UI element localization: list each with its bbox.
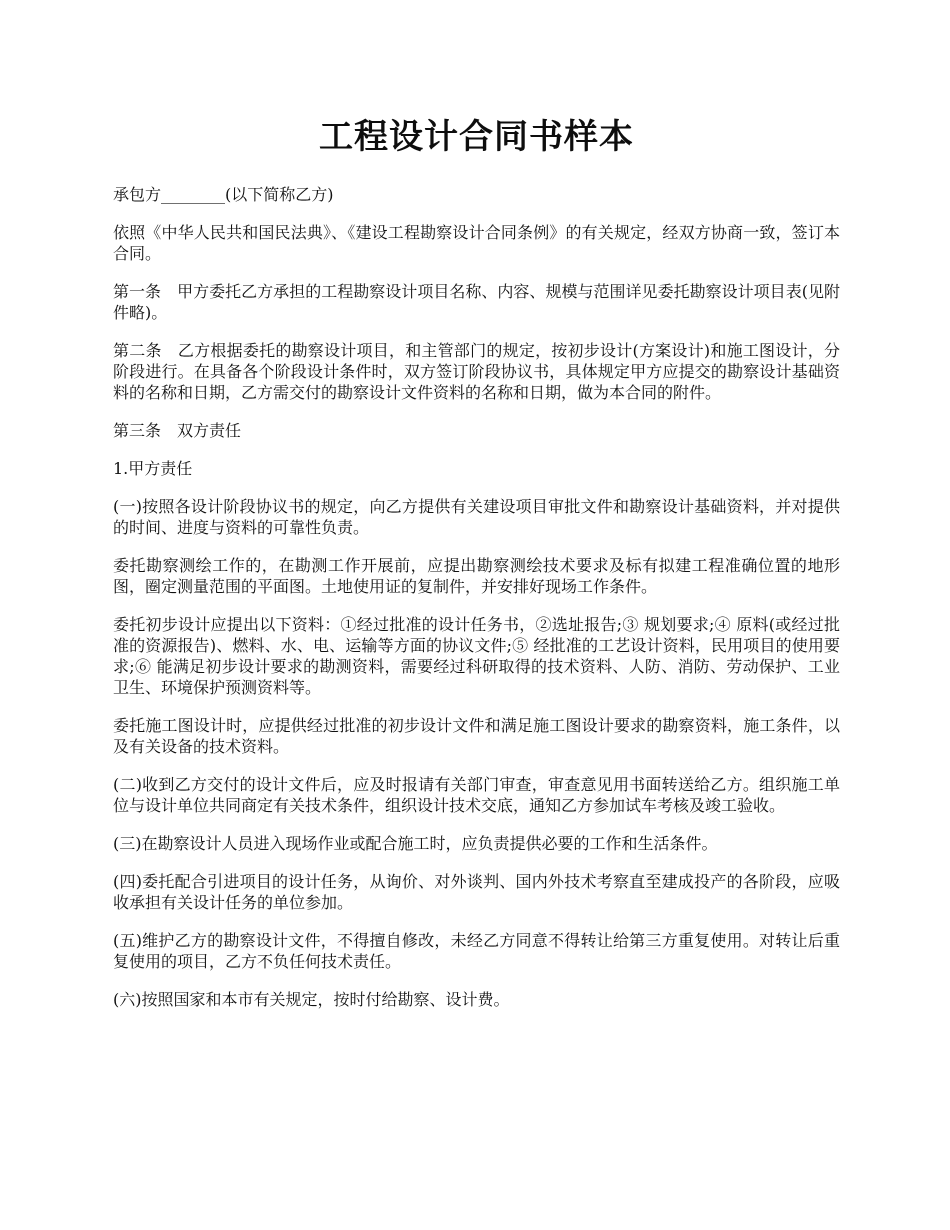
article-3-heading: 第三条 双方责任 [113,421,242,440]
duty-1-paragraph: (一)按照各设计阶段协议书的规定，向乙方提供有关建设项目审批文件和勘察设计基础资料，并对提供的时间、进度与资料的可靠性负责。 [113,497,840,537]
document-title: 工程设计合同书样本 [319,117,634,157]
contractor-line: 承包方________(以下简称乙方) [113,185,334,204]
survey-mapping-paragraph: 委托勘察测绘工作的，在勘测工作开展前，应提出勘察测绘技术要求及标有拟建工程准确位置的地形图，圈定测量范围的平面图。土地使用证的复制件，并安排好现场工作条件。 [113,556,840,596]
duty-2-paragraph: (二)收到乙方交付的设计文件后，应及时报请有关部门审查，审查意见用书面转送给乙方。组织施工单位与设计单位共同商定有关技术条件，组织设计技术交底，通知乙方参加试车考核及竣工验收。 [113,775,840,815]
party-a-duties-heading: 1.甲方责任 [113,459,193,478]
preliminary-design-paragraph: 委托初步设计应提出以下资料：①经过批准的设计任务书，②选址报告;③ 规划要求;④ 原料(或经过批准的资源报告)、燃料、水、电、运输等方面的协议文件;⑤ 经批准的工艺设计资料，民用项目的使用要求;⑥ 能满足初步设计要求的勘测资料，需要经过科研取得的技术资料、人防、消防、劳动保护、工业卫生、环境保护预测资料等。 [113,615,840,697]
duty-4-paragraph: (四)委托配合引进项目的设计任务，从询价、对外谈判、国内外技术考察直至建成投产的各阶段，应吸收承担有关设计任务的单位参加。 [113,872,840,912]
duty-5-paragraph: (五)维护乙方的勘察设计文件，不得擅自修改，未经乙方同意不得转让给第三方重复使用。对转让后重复使用的项目，乙方不负任何技术责任。 [113,931,840,971]
article-1-paragraph: 第一条 甲方委托乙方承担的工程勘察设计项目名称、内容、规模与范围详见委托勘察设计项目表(见附件略)。 [113,282,840,322]
construction-drawing-paragraph: 委托施工图设计时，应提供经过批准的初步设计文件和满足施工图设计要求的勘察资料，施工条件，以及有关设备的技术资料。 [113,716,840,756]
article-2-paragraph: 第二条 乙方根据委托的勘察设计项目，和主管部门的规定，按初步设计(方案设计)和施工图设计，分阶段进行。在具备各个阶段设计条件时，双方签订阶段协议书，具体规定甲方应提交的勘察设计基础资料的名称和日期，乙方需交付的勘察设计文件资料的名称和日期，做为本合同的附件。 [113,341,840,402]
duty-3-paragraph: (三)在勘察设计人员进入现场作业或配合施工时，应负责提供必要的工作和生活条件。 [113,834,718,853]
preamble-paragraph: 依照《中华人民共和国民法典》、《建设工程勘察设计合同条例》的有关规定，经双方协商一致，签订本合同。 [113,223,840,263]
duty-6-paragraph: (六)按照国家和本市有关规定，按时付给勘察、设计费。 [113,990,510,1009]
